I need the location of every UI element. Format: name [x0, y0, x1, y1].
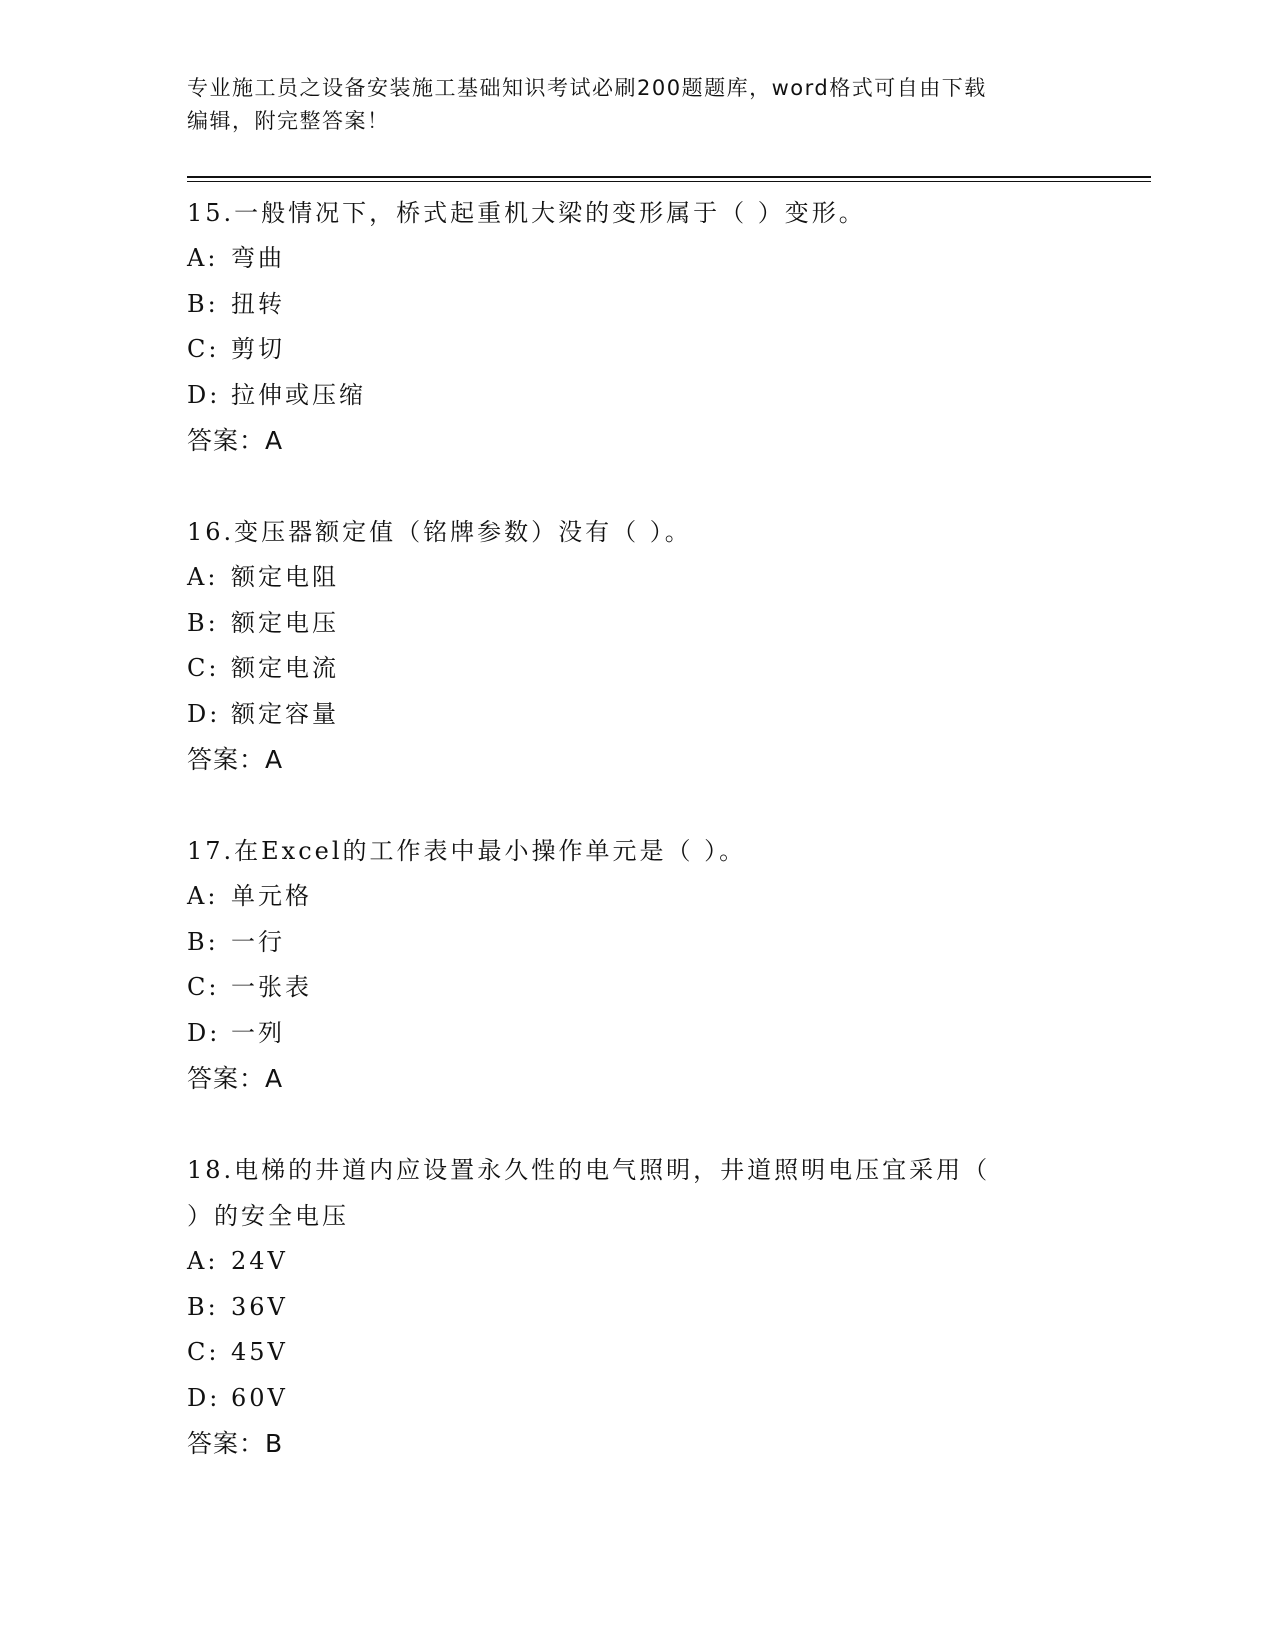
question-stem: 15.一般情况下，桥式起重机大梁的变形属于（ ）变形。	[187, 199, 866, 227]
option-a	[187, 555, 1087, 601]
option-b	[187, 1285, 1087, 1331]
option-text: 剪切	[231, 335, 285, 363]
option-text: 额定电阻	[231, 563, 339, 591]
question-17	[187, 828, 1087, 1101]
question-stem: 17.在Excel的工作表中最小操作单元是（ ）。	[187, 837, 747, 865]
option-c	[187, 965, 1087, 1011]
option-a	[187, 236, 1087, 282]
option-text: 额定容量	[231, 699, 339, 728]
option-text: 45V	[231, 1338, 288, 1366]
option-a	[187, 1239, 1087, 1285]
option-text: 额定电压	[231, 608, 339, 637]
option-letter: A:	[187, 882, 219, 910]
option-text: 一行	[231, 927, 285, 956]
question-18	[187, 1147, 1087, 1466]
option-letter: B:	[187, 1292, 219, 1321]
option-letter: D:	[187, 1018, 221, 1047]
question-16	[187, 509, 1087, 782]
option-b	[187, 601, 1087, 647]
option-letter: C:	[187, 654, 220, 682]
option-letter: D:	[187, 380, 221, 409]
option-d	[187, 692, 1087, 738]
header-divider-thin	[187, 181, 1151, 182]
option-text: 60V	[231, 1383, 288, 1412]
answer-line: 答案：A	[187, 426, 284, 455]
option-text: 额定电流	[231, 654, 339, 682]
question-list	[187, 190, 1087, 1512]
header-title-line-1: 专业施工员之设备安装施工基础知识考试必刷200题题库，word格式可自由下载	[187, 76, 987, 100]
option-letter: A:	[187, 244, 219, 272]
option-text: 扭转	[231, 289, 285, 318]
option-letter: D:	[187, 699, 221, 728]
option-letter: D:	[187, 1383, 221, 1412]
option-text: 单元格	[231, 882, 312, 910]
option-d	[187, 373, 1087, 419]
option-text: 24V	[231, 1247, 288, 1275]
option-letter: C:	[187, 335, 220, 363]
question-stem-line-1: 18.电梯的井道内应设置永久性的电气照明，井道照明电压宜采用（	[187, 1156, 991, 1184]
option-text: 36V	[231, 1292, 288, 1321]
answer-line: 答案：A	[187, 745, 284, 774]
option-text: 拉伸或压缩	[231, 380, 366, 409]
header-title-line-2: 编辑，附完整答案！	[187, 109, 390, 133]
option-letter: C:	[187, 973, 220, 1001]
document-header	[187, 72, 1087, 138]
option-c	[187, 327, 1087, 373]
option-letter: B:	[187, 927, 219, 956]
question-15	[187, 190, 1087, 463]
option-c	[187, 646, 1087, 692]
option-text: 一张表	[231, 973, 312, 1001]
option-d	[187, 1011, 1087, 1057]
option-letter: C:	[187, 1338, 220, 1366]
option-a	[187, 874, 1087, 920]
option-letter: B:	[187, 289, 219, 318]
option-b	[187, 282, 1087, 328]
header-divider-thick	[187, 176, 1151, 178]
answer-line: 答案：B	[187, 1429, 284, 1458]
option-c	[187, 1330, 1087, 1376]
option-letter: B:	[187, 608, 219, 637]
option-text: 一列	[231, 1018, 285, 1047]
option-b	[187, 920, 1087, 966]
option-text: 弯曲	[231, 244, 285, 272]
question-stem: 16.变压器额定值（铭牌参数）没有（ ）。	[187, 518, 692, 546]
answer-line: 答案：A	[187, 1064, 284, 1093]
option-d	[187, 1376, 1087, 1422]
option-letter: A:	[187, 563, 219, 591]
option-letter: A:	[187, 1247, 219, 1275]
question-stem-line-2: ）的安全电压	[187, 1202, 349, 1230]
